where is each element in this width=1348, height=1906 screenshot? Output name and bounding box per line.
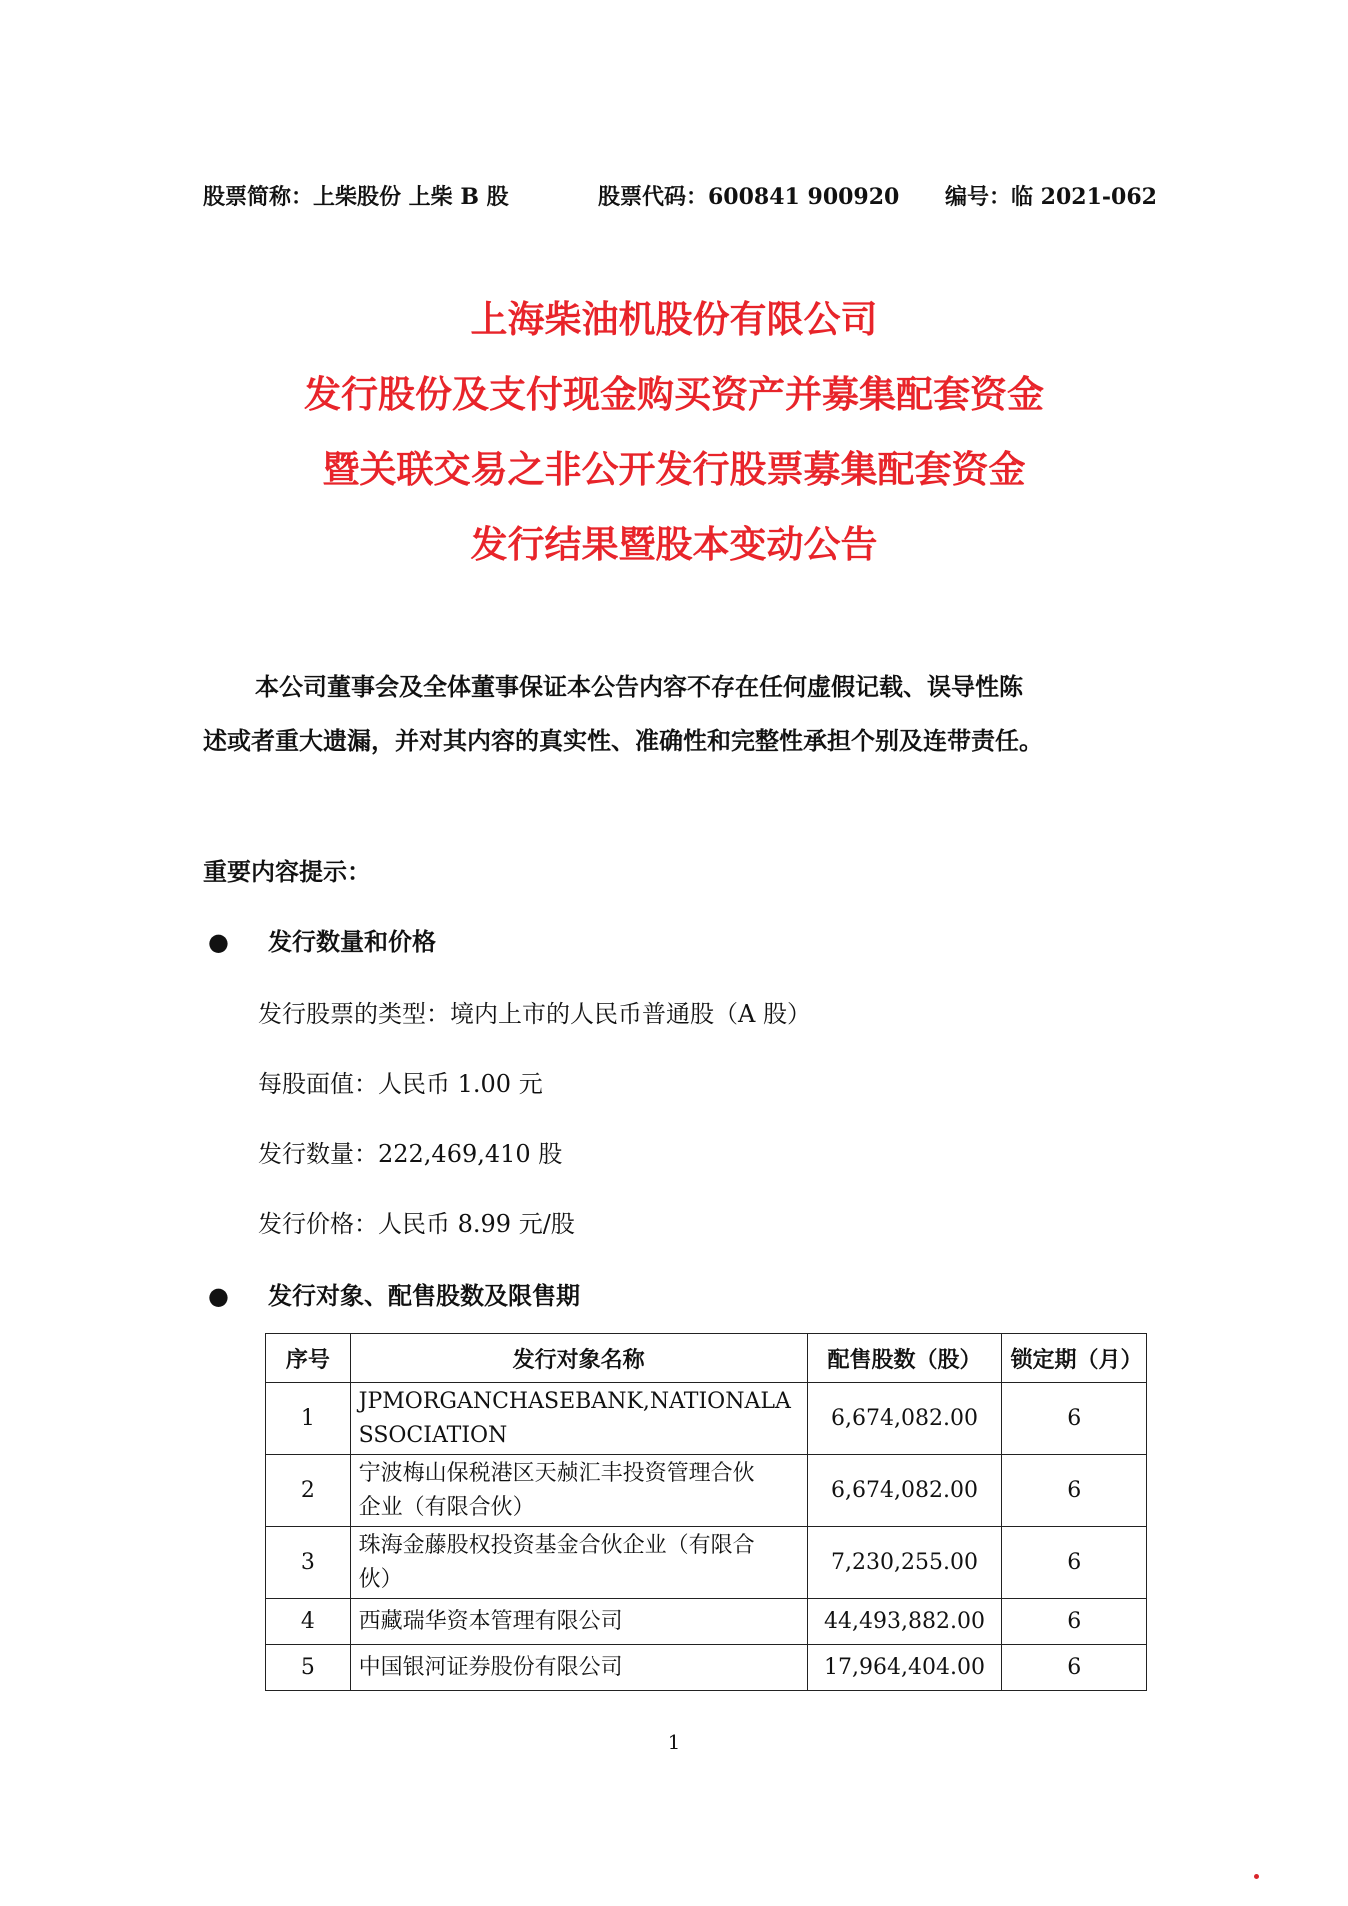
header-shares: 配售股数（股） xyxy=(807,1334,1002,1383)
cell-shares: 6,674,082.00 xyxy=(807,1455,1002,1527)
title-line-1: 上海柴油机股份有限公司 xyxy=(470,298,878,341)
cell-no: 4 xyxy=(266,1599,351,1645)
stock-code: 股票代码：600841 900920 xyxy=(598,184,900,210)
document-title xyxy=(180,282,1168,582)
cell-no: 2 xyxy=(266,1455,351,1527)
table-header-row xyxy=(266,1334,1147,1383)
section-heading: 发行对象、配售股数及限售期 xyxy=(268,1281,580,1310)
table-row xyxy=(266,1527,1147,1599)
bullet-icon: ● xyxy=(208,1281,229,1310)
cell-name: 中国银河证券股份有限公司 xyxy=(350,1645,807,1691)
stock-short-name: 股票简称：上柴股份 上柴 B 股 xyxy=(203,184,509,210)
title-line-4: 发行结果暨股本变动公告 xyxy=(470,523,878,566)
section-placement-targets xyxy=(208,1276,580,1311)
header-lock: 锁定期（月） xyxy=(1002,1334,1147,1383)
board-statement xyxy=(203,660,1143,768)
table-row xyxy=(266,1599,1147,1645)
cell-lock: 6 xyxy=(1002,1599,1147,1645)
cell-name-line: JPMORGANCHASEBANK,NATIONALA xyxy=(358,1388,791,1414)
title-line-2: 发行股份及支付现金购买资产并募集配套资金 xyxy=(304,373,1044,416)
cell-shares: 17,964,404.00 xyxy=(807,1645,1002,1691)
cell-lock: 6 xyxy=(1002,1383,1147,1455)
table-row xyxy=(266,1645,1147,1691)
item-issue-price: 发行价格：人民币 8.99 元/股 xyxy=(258,1210,575,1238)
statement-line-2: 述或者重大遗漏，并对其内容的真实性、准确性和完整性承担个别及连带责任。 xyxy=(203,726,1043,755)
header-name: 发行对象名称 xyxy=(350,1334,807,1383)
cell-lock: 6 xyxy=(1002,1645,1147,1691)
section-heading: 发行数量和价格 xyxy=(268,927,436,956)
title-line-3: 暨关联交易之非公开发行股票募集配套资金 xyxy=(322,448,1026,491)
red-dot-mark xyxy=(1254,1874,1259,1879)
cell-name-line: 珠海金藤股权投资基金合伙企业（有限合 xyxy=(358,1532,755,1558)
cell-name-line: SSOCIATION xyxy=(358,1422,508,1448)
item-issue-quantity: 发行数量：222,469,410 股 xyxy=(258,1140,563,1168)
cell-no: 1 xyxy=(266,1383,351,1455)
cell-shares: 44,493,882.00 xyxy=(807,1599,1002,1645)
cell-shares: 7,230,255.00 xyxy=(807,1527,1002,1599)
cell-name-line: 伙） xyxy=(358,1566,403,1592)
table-row xyxy=(266,1455,1147,1527)
cell-name: 西藏瑞华资本管理有限公司 xyxy=(350,1599,807,1645)
cell-name-line: 企业（有限合伙） xyxy=(358,1494,535,1520)
cell-lock: 6 xyxy=(1002,1455,1147,1527)
header-seq: 序号 xyxy=(266,1334,351,1383)
section-issuance-qty-price xyxy=(208,922,436,957)
cell-no: 3 xyxy=(266,1527,351,1599)
item-stock-type: 发行股票的类型：境内上市的人民币普通股（A 股） xyxy=(258,1000,811,1028)
document-header xyxy=(203,180,1157,214)
cell-name-line: 宁波梅山保税港区天赪汇丰投资管理合伙 xyxy=(358,1460,755,1486)
cell-name xyxy=(350,1383,807,1455)
cell-lock: 6 xyxy=(1002,1527,1147,1599)
highlights-heading: 重要内容提示： xyxy=(203,857,371,886)
cell-no: 5 xyxy=(266,1645,351,1691)
cell-name xyxy=(350,1455,807,1527)
page-number: 1 xyxy=(667,1730,681,1754)
cell-shares: 6,674,082.00 xyxy=(807,1383,1002,1455)
statement-line-1: 本公司董事会及全体董事保证本公告内容不存在任何虚假记载、误导性陈 xyxy=(255,672,1023,701)
placement-table xyxy=(265,1333,1147,1691)
table-row xyxy=(266,1383,1147,1455)
cell-name xyxy=(350,1527,807,1599)
bullet-icon: ● xyxy=(208,927,229,956)
item-par-value: 每股面值：人民币 1.00 元 xyxy=(258,1070,543,1098)
serial-number: 编号：临 2021-062 xyxy=(945,184,1157,210)
